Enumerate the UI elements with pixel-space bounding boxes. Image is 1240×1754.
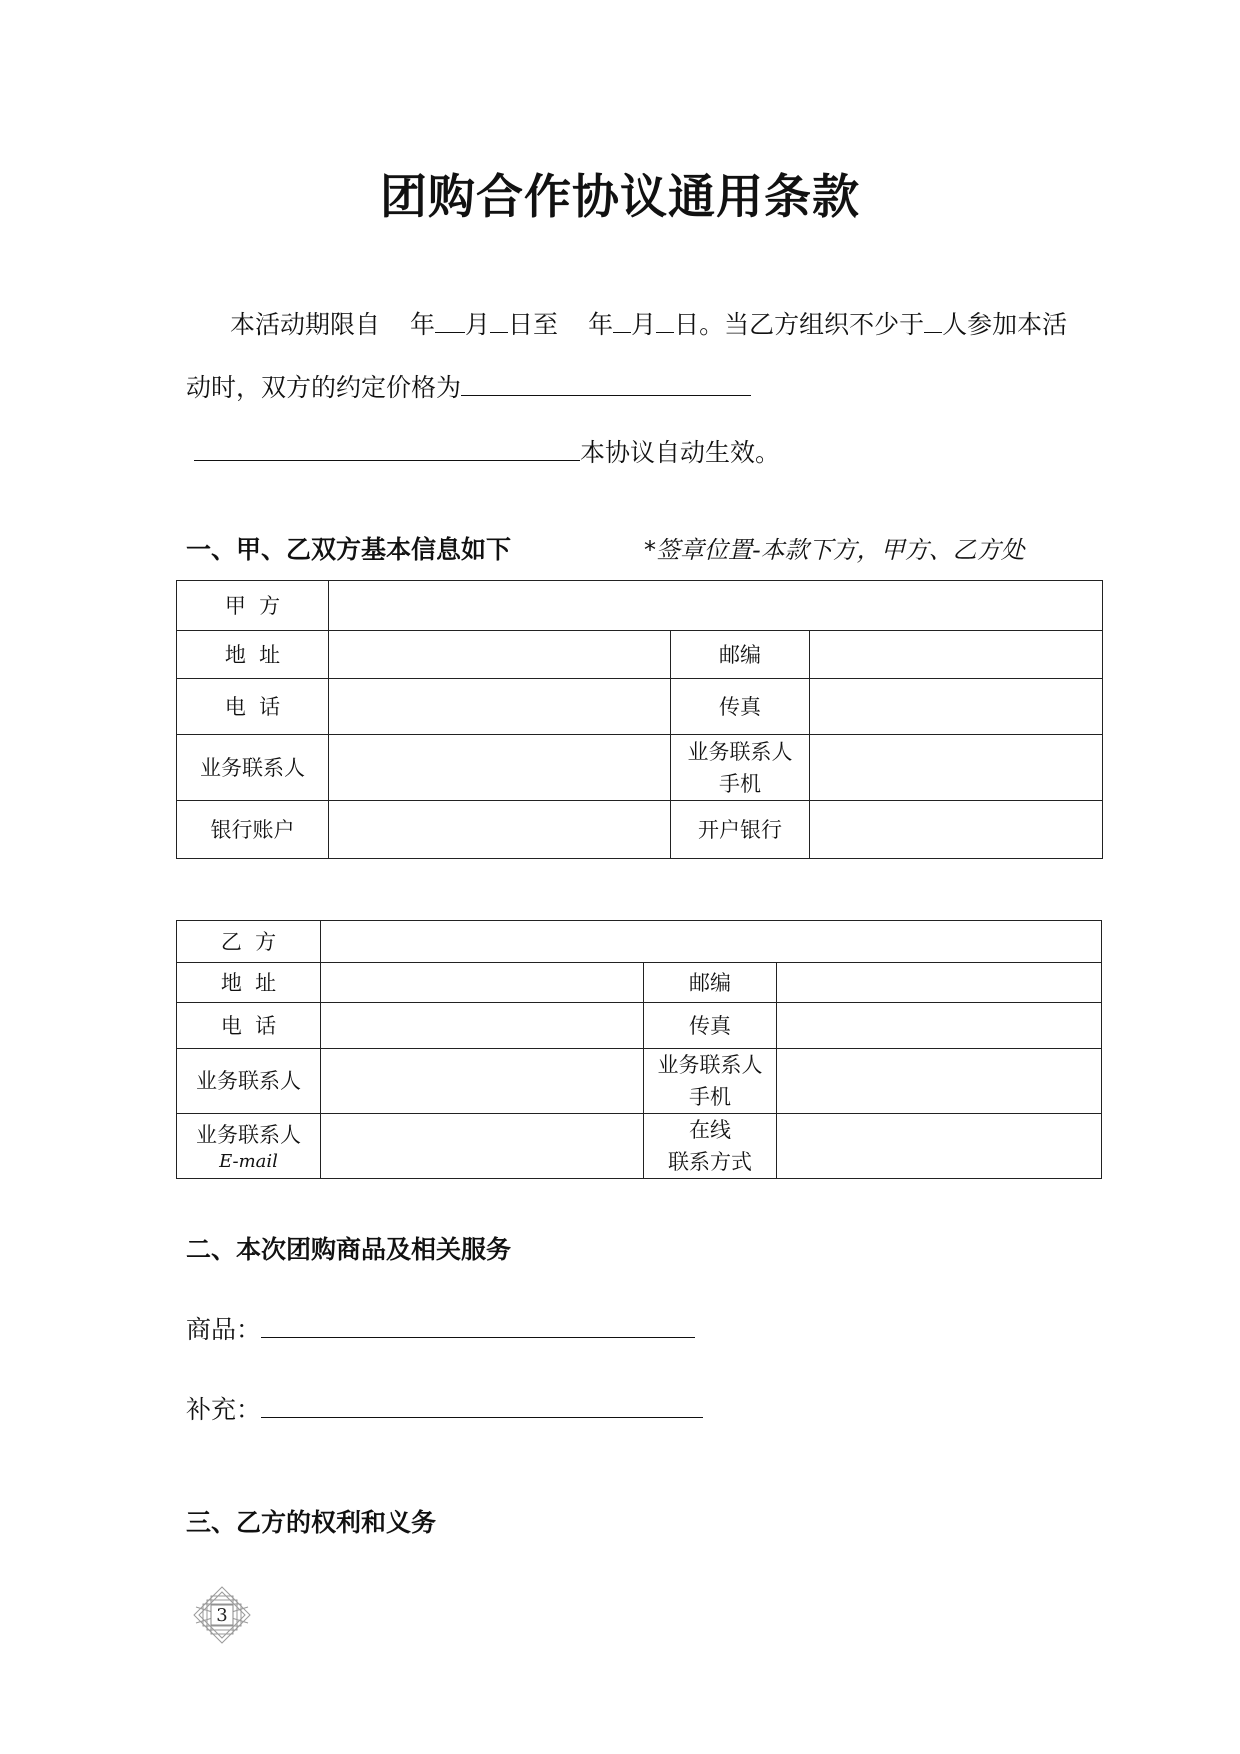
address-label: 地 址 <box>177 631 329 679</box>
goods-line <box>186 1310 695 1346</box>
supplement-label: 补充： <box>186 1395 262 1424</box>
party-b-table <box>176 920 1102 1179</box>
table-row <box>177 631 1103 679</box>
contact-email-label-line-1: 业务联系人 <box>196 1123 301 1147</box>
party-b-fax-field[interactable] <box>777 1003 1102 1049</box>
fax-label: 传真 <box>644 1003 777 1049</box>
postcode-label: 邮编 <box>671 631 810 679</box>
table-row <box>177 1003 1102 1049</box>
section-1-heading: 一、甲、乙双方基本信息如下 <box>186 535 512 564</box>
intro-people: 人参加本活 <box>942 310 1068 339</box>
online-contact-label-line-1: 在线 <box>689 1118 731 1142</box>
online-contact-label-line-2: 联系方式 <box>668 1150 752 1174</box>
bank-account-label: 银行账户 <box>177 801 329 859</box>
intro-effective-text: 本协议自动生效。 <box>580 438 781 467</box>
address-label: 地 址 <box>177 963 321 1003</box>
table-row <box>177 735 1103 801</box>
intro-day-2: 日。当乙方组织不少于 <box>674 310 925 339</box>
party-b-name-field[interactable] <box>321 921 1102 963</box>
intro-month-2: 月 <box>631 310 657 339</box>
month-2-blank[interactable] <box>613 310 631 333</box>
section-2-heading: 二、本次团购商品及相关服务 <box>186 1235 512 1264</box>
party-b-address-field[interactable] <box>321 963 644 1003</box>
contact-email-label <box>177 1114 321 1179</box>
party-a-fax-field[interactable] <box>810 679 1103 735</box>
party-b-contact-mobile-field[interactable] <box>777 1049 1102 1114</box>
table-row <box>177 1049 1102 1114</box>
party-a-phone-field[interactable] <box>329 679 671 735</box>
party-a-name-field[interactable] <box>329 581 1103 631</box>
intro-month-1: 月 <box>465 310 491 339</box>
day-2-blank[interactable] <box>656 310 674 333</box>
party-a-contact-mobile-field[interactable] <box>810 735 1103 801</box>
online-contact-label <box>644 1114 777 1179</box>
postcode-label: 邮编 <box>644 963 777 1003</box>
party-b-phone-field[interactable] <box>321 1003 644 1049</box>
party-b-label: 乙 方 <box>177 921 321 963</box>
table-row <box>177 801 1103 859</box>
document-title: 团购合作协议通用条款 <box>380 170 860 225</box>
intro-day-1: 日至 <box>508 310 559 339</box>
party-a-address-field[interactable] <box>329 631 671 679</box>
contact-mobile-label-line-2: 手机 <box>719 771 761 796</box>
table-row <box>177 921 1102 963</box>
table-row <box>177 963 1102 1003</box>
table-row <box>177 679 1103 735</box>
bank-label: 开户银行 <box>671 801 810 859</box>
table-row <box>177 1114 1102 1179</box>
phone-label: 电 话 <box>177 1003 321 1049</box>
intro-line-1 <box>230 305 1067 341</box>
section-3-heading: 三、乙方的权利和义务 <box>186 1508 437 1537</box>
party-a-postcode-field[interactable] <box>810 631 1103 679</box>
intro-year-1: 年 <box>410 310 436 339</box>
people-count-blank[interactable] <box>924 310 942 333</box>
contact-label: 业务联系人 <box>177 735 329 801</box>
party-a-contact-field[interactable] <box>329 735 671 801</box>
party-a-bank-account-field[interactable] <box>329 801 671 859</box>
goods-label: 商品： <box>186 1315 262 1344</box>
fax-label: 传真 <box>671 679 810 735</box>
contact-mobile-label <box>671 735 810 801</box>
party-a-table <box>176 580 1103 859</box>
contact-mobile-label-line-2: 手机 <box>689 1085 731 1109</box>
signature-position-note: *签章位置-本款下方，甲方、乙方处 <box>644 536 1025 564</box>
supplement-blank[interactable] <box>261 1395 703 1418</box>
supplement-line <box>186 1390 703 1426</box>
intro-text-start: 本活动期限自 <box>230 310 381 339</box>
page-number: 3 <box>216 1605 228 1626</box>
phone-label: 电 话 <box>177 679 329 735</box>
party-a-bank-field[interactable] <box>810 801 1103 859</box>
contact-label: 业务联系人 <box>177 1049 321 1114</box>
price-blank[interactable] <box>461 373 751 396</box>
party-b-contact-field[interactable] <box>321 1049 644 1114</box>
page-number-badge <box>192 1585 252 1645</box>
party-b-postcode-field[interactable] <box>777 963 1102 1003</box>
intro-line-3 <box>194 433 780 469</box>
contact-email-label-line-2: E-mail <box>219 1151 278 1172</box>
price-blank-continued[interactable] <box>194 438 580 461</box>
contact-mobile-label <box>644 1049 777 1114</box>
page-number-ornament-icon <box>192 1585 252 1645</box>
table-row <box>177 581 1103 631</box>
party-b-online-contact-field[interactable] <box>777 1114 1102 1179</box>
month-1-blank[interactable] <box>435 310 465 333</box>
party-a-label: 甲 方 <box>177 581 329 631</box>
intro-year-2: 年 <box>588 310 614 339</box>
goods-blank[interactable] <box>261 1315 695 1338</box>
contact-mobile-label-line-1: 业务联系人 <box>687 739 793 764</box>
intro-line-2 <box>186 368 751 404</box>
intro-price-label: 动时，双方的约定价格为 <box>186 373 462 402</box>
contact-mobile-label-line-1: 业务联系人 <box>657 1053 763 1077</box>
party-b-contact-email-field[interactable] <box>321 1114 644 1179</box>
day-1-blank[interactable] <box>490 310 508 333</box>
